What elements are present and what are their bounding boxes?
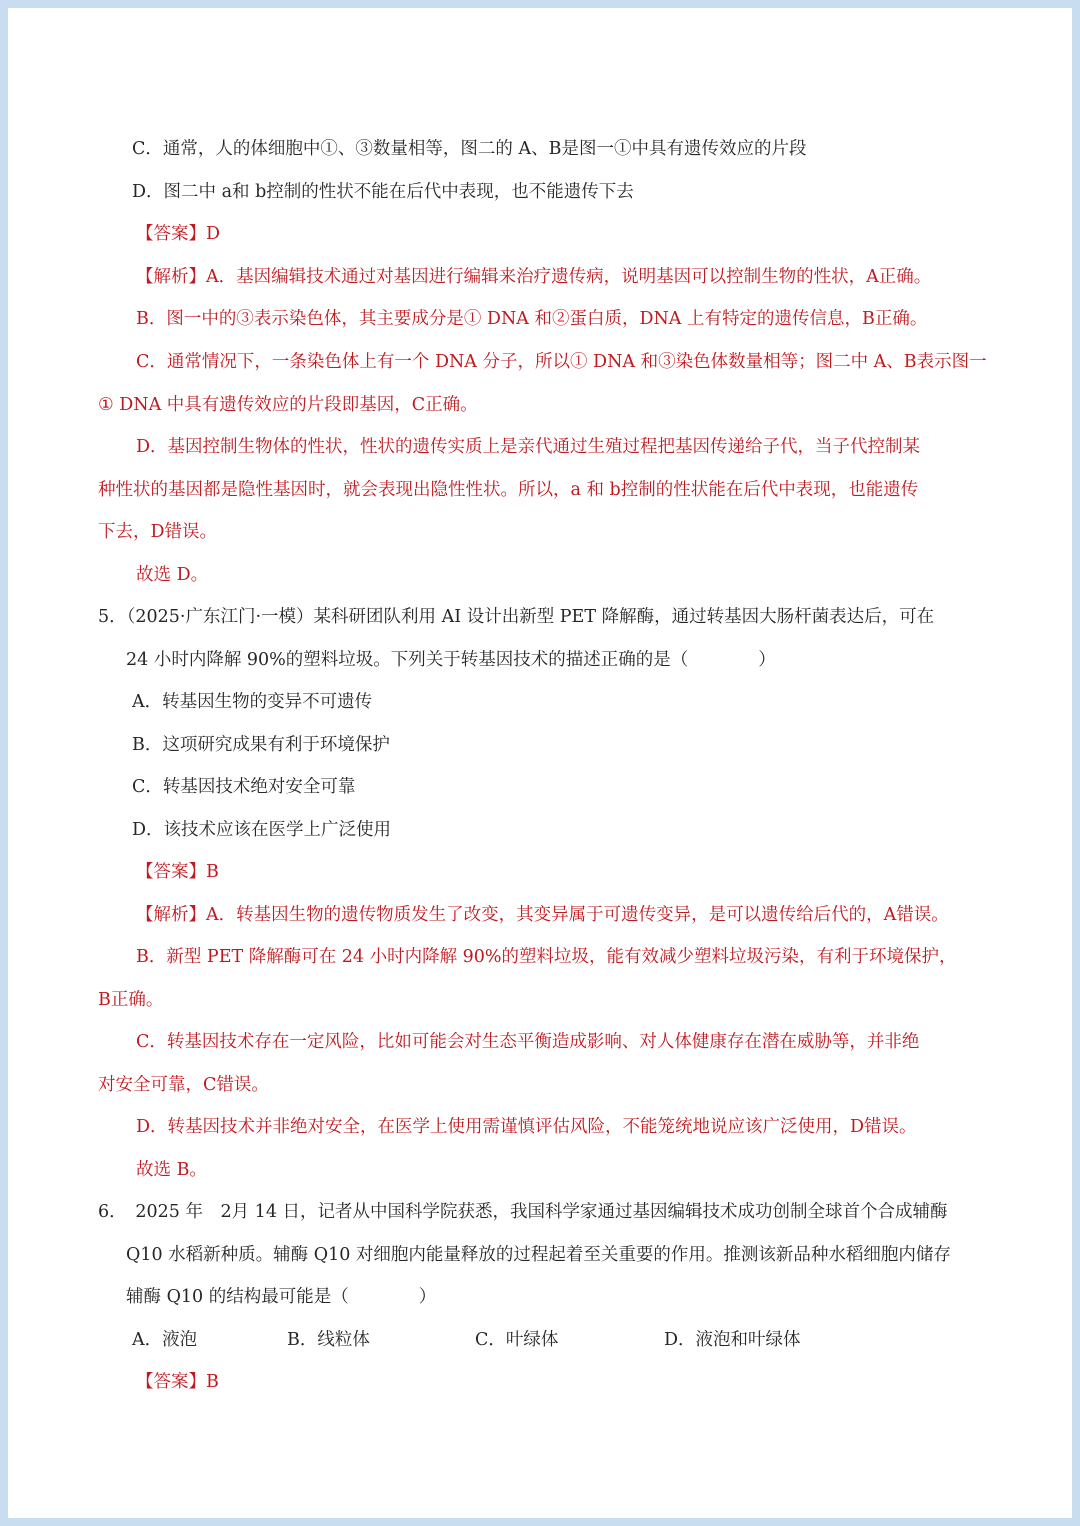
q5-conclusion: 故选 B。 — [136, 1160, 207, 1180]
answer-label: 【答案】 — [136, 1372, 206, 1392]
answer-label: 【答案】 — [136, 224, 206, 244]
q5-stem-1: 5．（2025·广东江门·一模）某科研团队利用 AI 设计出新型 PET 降解酶，通过转基因大肠杆菌表达后，可在 — [98, 607, 935, 627]
q5-analysis-c-2: 对安全可靠，C错误。 — [98, 1075, 269, 1095]
analysis-label: 【解析】 — [136, 905, 206, 925]
q5-option-c: C．转基因技术绝对安全可靠 — [132, 777, 356, 797]
answer-label: 【答案】 — [136, 862, 206, 882]
q5-analysis-b-1: B．新型 PET 降解酶可在 24 小时内降解 90%的塑料垃圾，能有效减少塑料垃圾污染，有利于环境保护， — [136, 947, 957, 967]
q4-analysis-d-1: D．基因控制生物体的性状，性状的遗传实质上是亲代通过生殖过程把基因传递给子代，当子代控制某 — [136, 437, 921, 457]
q6-option-a: A．液泡 — [132, 1330, 198, 1350]
q5-analysis-a — [136, 903, 949, 927]
analysis-text: A．基因编辑技术通过对基因进行编辑来治疗遗传病，说明基因可以控制生物的性状，A正确。 — [206, 267, 932, 287]
q4-analysis-a — [136, 265, 931, 289]
q5-answer — [136, 860, 219, 884]
q5-analysis-b-2: B正确。 — [98, 990, 164, 1010]
q4-analysis-c-2: ① DNA 中具有遗传效应的片段即基因，C正确。 — [98, 395, 478, 415]
q5-analysis-d: D．转基因技术并非绝对安全，在医学上使用需谨慎评估风险，不能笼统地说应该广泛使用，D错误。 — [136, 1117, 917, 1137]
q6-option-c: C．叶绿体 — [475, 1330, 559, 1350]
q4-option-d: D．图二中 a和 b控制的性状不能在后代中表现，也不能遗传下去 — [132, 182, 634, 202]
q4-analysis-d-2: 种性状的基因都是隐性基因时，就会表现出隐性性状。所以，a 和 b控制的性状能在后代中表现，也能遗传 — [98, 480, 919, 500]
q5-stem-2: 24 小时内降解 90%的塑料垃圾。下列关于转基因技术的描述正确的是（ ） — [126, 650, 776, 670]
q6-option-d: D．液泡和叶绿体 — [664, 1330, 801, 1350]
analysis-text: A．转基因生物的遗传物质发生了改变，其变异属于可遗传变异，是可以遗传给后代的，A错误。 — [206, 905, 949, 925]
answer-value: B — [206, 1372, 219, 1392]
q4-analysis-b: B．图一中的③表示染色体，其主要成分是① DNA 和②蛋白质，DNA 上有特定的遗传信息，B正确。 — [136, 309, 928, 329]
q5-analysis-c-1: C．转基因技术存在一定风险，比如可能会对生态平衡造成影响、对人体健康存在潜在威胁等，并非绝 — [136, 1032, 920, 1052]
q4-option-c: C．通常，人的体细胞中①、③数量相等，图二的 A、B是图一①中具有遗传效应的片段 — [132, 139, 807, 159]
q4-analysis-d-3: 下去，D错误。 — [98, 522, 218, 542]
q6-stem-3: 辅酶 Q10 的结构最可能是（ ） — [126, 1287, 437, 1307]
q5-option-b: B．这项研究成果有利于环境保护 — [132, 735, 390, 755]
q5-option-d: D．该技术应该在医学上广泛使用 — [132, 820, 392, 840]
q6-stem-2: Q10 水稻新种质。辅酶 Q10 对细胞内能量释放的过程起着至关重要的作用。推测该新品种水稻细胞内储存 — [126, 1245, 951, 1265]
q6-answer — [136, 1370, 219, 1394]
q4-answer — [136, 222, 220, 246]
q6-stem-1: 6． 2025 年 2月 14 日，记者从中国科学院获悉，我国科学家通过基因编辑技术成功创制全球首个合成辅酶 — [98, 1202, 948, 1222]
q4-conclusion: 故选 D。 — [136, 565, 209, 585]
q6-option-b: B．线粒体 — [287, 1330, 370, 1350]
analysis-label: 【解析】 — [136, 267, 206, 287]
q4-analysis-c-1: C．通常情况下，一条染色体上有一个 DNA 分子，所以① DNA 和③染色体数量相等；图二中 A、B表示图一 — [136, 352, 987, 372]
q5-option-a: A．转基因生物的变异不可遗传 — [132, 692, 373, 712]
answer-value: B — [206, 862, 219, 882]
answer-value: D — [206, 224, 221, 244]
